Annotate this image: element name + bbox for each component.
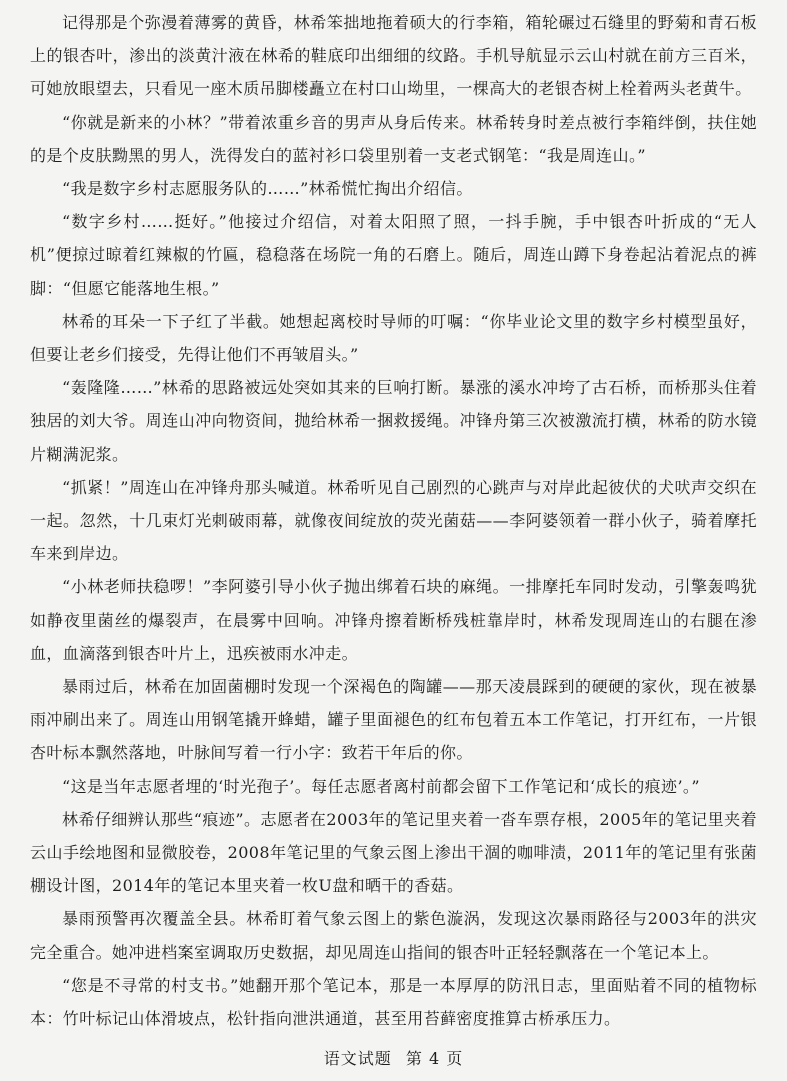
paragraph-13: “您是不寻常的村支书。”她翻开那个笔记本，那是一本厚厚的防汛日志，里面贴着不同的植物标本：竹叶标记山体滑坡点，松针指向泄洪通道，甚至用苔藓密度推算古桥承压力。 — [30, 975, 757, 1029]
paragraph-7: “抓紧！”周连山在冲锋舟那头喊道。林希听见自己剧烈的心跳声与对岸此起彼伏的犬吠声交织在一起。忽然，十几束灯光刺破雨幕，就像夜间绽放的荧光菌菇——李阿婆领着一群小伙子，骑着摩托车来到岸边。 — [30, 477, 757, 564]
paragraph-6: “轰隆隆……”林希的思路被远处突如其来的巨响打断。暴涨的溪水冲垮了古石桥，而桥那头住着独居的刘大爷。周连山冲向物资间，抛给林希一捆救援绳。冲锋舟第三次被激流打横，林希的防水镜片糊满泥浆。 — [30, 378, 757, 464]
page-footer — [0, 1046, 787, 1069]
paragraph-9: 暴雨过后，林希在加固菌棚时发现一个深褐色的陶罐——那天凌晨踩到的硬硬的家伙，现在被暴雨冲刷出来了。周连山用钢笔撬开蜂蜡，罐子里面褪色的红布包着五本工作笔记，打开红布，一片银杏叶标本飘然落地，叶脉间写着一行小字：致若干年后的你。 — [30, 677, 757, 763]
paragraph-8: “小林老师扶稳啰！”李阿婆引导小伙子抛出绑着石块的麻绳。一排摩托车同时发动，引擎轰鸣犹如静夜里菌丝的爆裂声，在晨雾中回响。冲锋舟擦着断桥残桩靠岸时，林希发现周连山的右腿在渗血，血滴落到银杏叶片上，迅疾被雨水冲走。 — [30, 577, 757, 663]
paragraph-2: “你就是新来的小林？”带着浓重乡音的男声从身后传来。林希转身时差点被行李箱绊倒，扶住她的是个皮肤黝黑的男人，洗得发白的蓝衬衫口袋里别着一支老式钢笔：“我是周连山。” — [30, 112, 757, 165]
paragraph-10: “这是当年志愿者埋的‘时光孢子’。每任志愿者离村前都会留下工作笔记和‘成长的痕迹’。” — [62, 776, 700, 796]
paragraph-3: “我是数字乡村志愿服务队的……”林希慌忙掏出介绍信。 — [62, 179, 473, 199]
footer-subject: 语文试题 — [323, 1049, 392, 1068]
paragraph-4: “数字乡村……挺好。”他接过介绍信，对着太阳照了照，一抖手腕，手中银杏叶折成的“无人机”便掠过晾着红辣椒的竹匾，稳稳落在场院一角的石磨上。随后，周连山蹲下身卷起沾着泥点的裤脚：“但愿它能落地生根。” — [30, 212, 757, 298]
paragraph-5: 林希的耳朵一下子红了半截。她想起离校时导师的叮嘱：“你毕业论文里的数字乡村模型虽好，但要让老乡们接受，先得让他们不再皱眉头。” — [30, 311, 757, 365]
footer-page-number: 第 4 页 — [405, 1049, 464, 1068]
article-body — [30, 6, 757, 1035]
paragraph-11: 林希仔细辨认那些“痕迹”。志愿者在2003年的笔记里夹着一沓车票存根，2005年的笔记里夹着云山手绘地图和显微胶卷，2008年笔记里的气象云图上渗出干涸的咖啡渍，2011年的笔记里有张菌棚设计图，2014年的笔记本里夹着一枚U盘和晒干的香菇。 — [30, 809, 757, 896]
paragraph-1: 记得那是个弥漫着薄雾的黄昏，林希笨拙地拖着硕大的行李箱，箱轮碾过石缝里的野菊和青石板上的银杏叶，渗出的淡黄汁液在林希的鞋底印出细细的纹路。手机导航显示云山村就在前方三百米，可她放眼望去，只看见一座木质吊脚楼矗立在村口山坳里，一棵高大的老银杏树上栓着两头老黄牛。 — [30, 13, 757, 99]
paragraph-12: 暴雨预警再次覆盖全县。林希盯着气象云图上的紫色漩涡，发现这次暴雨路径与2003年的洪灾完全重合。她冲进档案室调取历史数据，却见周连山指间的银杏叶正轻轻飘落在一个笔记本上。 — [30, 909, 757, 962]
